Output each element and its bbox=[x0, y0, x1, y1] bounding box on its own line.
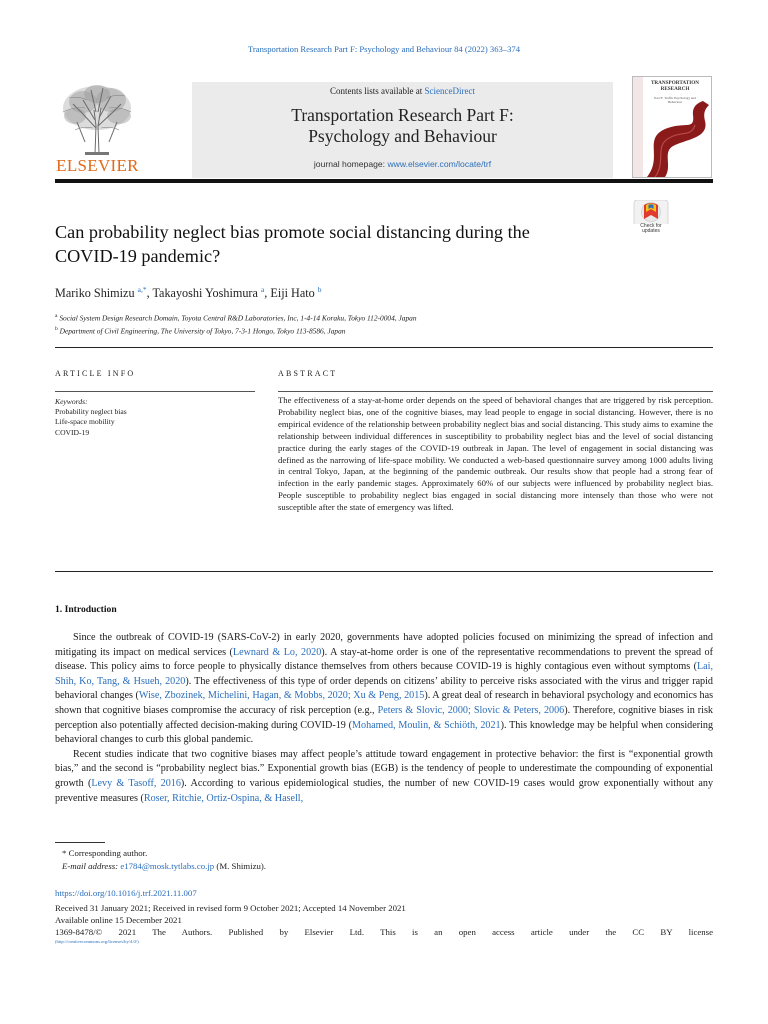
paragraph-text: ). According to various epidemiological studies, the number of new COVID-19 cases would grow exponentially without any preventive measures ( bbox=[55, 777, 714, 804]
journal-masthead bbox=[55, 82, 713, 178]
sciencedirect-link[interactable]: ScienceDirect bbox=[424, 86, 475, 96]
paragraph-text: Recent studies indicate that two cognitive biases may affect people’s attitude toward engagement in protective behavior: the first is “exponential growth bias,” and the second is “probability neglect bias.” Exponential growth bias (EGB) is the tendency of people to underestimate the compounding of exponential growth ( bbox=[55, 748, 713, 789]
citation-link[interactable]: Lewnard & Lo, 2020 bbox=[232, 646, 322, 658]
journal-title[interactable] bbox=[192, 105, 613, 147]
journal-title-line-2: Psychology and Behaviour bbox=[308, 126, 497, 146]
keyword-item: Life-space mobility bbox=[55, 417, 115, 427]
keyword-item: Probability neglect bias bbox=[55, 407, 127, 417]
author-superscript[interactable]: a,* bbox=[137, 285, 147, 294]
check-updates-line-2: updates bbox=[642, 228, 660, 235]
email-link[interactable]: e1784@mosk.tytlabs.co.jp bbox=[120, 861, 215, 872]
citation-link[interactable]: Levy & Tasoff, 2016 bbox=[91, 777, 181, 789]
introduction-heading: 1. Introduction bbox=[55, 604, 117, 615]
contents-line bbox=[192, 86, 613, 96]
check-updates-label bbox=[632, 224, 670, 235]
author-name[interactable]: Takayoshi Yoshimura bbox=[152, 286, 258, 301]
author-name[interactable]: Eiji Hato bbox=[270, 286, 315, 301]
article-title-line-2: COVID-19 pandemic? bbox=[55, 245, 221, 266]
article-title bbox=[55, 221, 615, 268]
available-online: Available online 15 December 2021 bbox=[55, 915, 182, 926]
affiliation-text: Department of Civil Engineering, The University of Tokyo, 7-3-1 Hongo, Tokyo 113-8586, Japan bbox=[59, 326, 346, 336]
received-dates: Received 31 January 2021; Received in revised form 9 October 2021; Accepted 14 November 2021 bbox=[55, 903, 406, 913]
author-superscript[interactable]: b bbox=[317, 285, 322, 294]
affiliation-list bbox=[55, 311, 417, 337]
check-updates-icon bbox=[632, 200, 670, 224]
affiliation-item bbox=[55, 311, 417, 324]
paragraph-text: ). The effectiveness of this type of order depends on citizens’ ability to perceive risks associated with the virus and trigger rapid behavioral changes ( bbox=[55, 675, 713, 702]
keywords-title: Keywords: bbox=[55, 397, 88, 406]
affiliation-text: Social System Design Research Domain, Toyota Central R&D Laboratories, Inc, 1-4-14 Koraku, Tokyo 112-0004, Japan bbox=[59, 313, 417, 323]
footnotes bbox=[55, 847, 713, 874]
cover-subtitle: Part F: Traffic Psychology and Behaviour bbox=[654, 96, 696, 104]
contents-prefix: Contents lists available at bbox=[330, 86, 423, 96]
introduction-paragraph bbox=[55, 631, 713, 748]
article-info-rule bbox=[55, 391, 255, 392]
elsevier-tree-icon bbox=[55, 82, 139, 160]
check-updates-line-1: Check for bbox=[640, 223, 662, 229]
footnote-marker: * bbox=[62, 848, 67, 858]
doi-link[interactable]: https://doi.org/10.1016/j.trf.2021.11.007 bbox=[55, 888, 197, 898]
header-divider bbox=[55, 347, 713, 348]
citation-link[interactable]: Peters & Slovic, 2000; Slovic & Peters, 2006 bbox=[377, 704, 565, 716]
author-superscript[interactable]: a bbox=[260, 285, 265, 294]
paragraph-text: ). Therefore, cognitive biases in risk perception also potentially affected decision-making during COVID-19 ( bbox=[55, 704, 713, 731]
journal-title-box bbox=[192, 82, 613, 178]
journal-title-line-1: Transportation Research Part F: bbox=[291, 105, 514, 125]
homepage-link[interactable]: www.elsevier.com/locate/trf bbox=[387, 159, 492, 169]
license-text: 1369-8478/© 2021 The Authors. Published by Elsevier Ltd. This is an open access article under the CC BY license bbox=[55, 927, 713, 937]
citation-link[interactable]: Roser, Ritchie, Ortiz-Ospina, & Hasell, bbox=[143, 792, 304, 804]
abstract-text: The effectiveness of a stay-at-home order depends on the speed of behavioral changes that are triggered by risk perception. Probability neglect bias, one of the cognitive biases, may lead people to engage in social distancing. However, there is no empirical evidence of the relationship between probability neglect bias and social distancing. This study aims to examine the relationship between individual differences in susceptibility to probability neglect bias and the level of social distancing practice during the early stages of the COVID-19 outbreak in Japan. The level of engagement in social distancing was defined as the narrowing of life-space mobility. We conducted a web-based questionnaire survey among 1000 adults living in central Tokyo, Japan, at the beginning of the pandemic outbreak. Our results show that people had a strong fear of infection in the early pandemic stages. Approximately 60% of our subjects were influenced by probability neglect bias. People susceptible to probability neglect bias engaged in social distancing more intensely than those who were not susceptible after the state of emergency was lifted. bbox=[278, 395, 713, 513]
introduction-paragraph bbox=[55, 748, 713, 806]
cover-title: TRANSPORTATION RESEARCH bbox=[650, 80, 700, 92]
journal-cover-thumbnail[interactable] bbox=[632, 76, 712, 178]
abstract-bottom-rule bbox=[55, 571, 713, 572]
author-list: Mariko Shimizu $^{a,*}$, Takayoshi Yoshimura $^a$, Eiji Hato $^b$ bbox=[55, 285, 322, 301]
license-link[interactable]: (http://creativecommons.org/licenses/by/4.0/). bbox=[55, 939, 140, 944]
author-name[interactable]: Mariko Shimizu bbox=[55, 286, 135, 301]
affiliation-letter: a bbox=[55, 313, 58, 319]
footnote-rule bbox=[55, 842, 105, 843]
abstract-rule bbox=[278, 391, 713, 392]
introduction-body bbox=[55, 631, 713, 806]
homepage-prefix: journal homepage: bbox=[313, 159, 386, 169]
corresponding-author-note bbox=[55, 847, 713, 860]
paragraph-text: ). A stay-at-home order is one of the representative recommendations to prevent the spread of disease. This policy aims to force people to physically distance themselves from others because COVID-19 is highly contagious even without symptoms ( bbox=[55, 646, 713, 673]
article-dates bbox=[55, 902, 713, 926]
citation-link[interactable]: Mohamed, Moulin, & Schiöth, 2021 bbox=[352, 719, 501, 731]
citation-link[interactable]: Lai, Shih, Ko, Tang, & Hsueh, 2020 bbox=[55, 661, 713, 687]
keyword-item: COVID-19 bbox=[55, 427, 90, 437]
email-owner: (M. Shimizu). bbox=[216, 861, 267, 872]
homepage-line bbox=[192, 159, 613, 169]
keywords-block bbox=[55, 397, 255, 438]
paragraph-text: Since the outbreak of COVID-19 (SARS-CoV-2) in early 2020, governments have adopted policies focused on minimizing the spread of infection and mitigating its impact on medical services ( bbox=[55, 632, 713, 658]
abstract-label: ABSTRACT bbox=[278, 369, 338, 378]
elsevier-logo[interactable] bbox=[55, 82, 139, 178]
affiliation-letter: b bbox=[55, 326, 58, 333]
paragraph-text: ). A great deal of research in behavioral psychology and economics has shown that cognitive biases compromise the accuracy of risk perception (e.g., bbox=[55, 690, 714, 716]
masthead-rule bbox=[55, 179, 713, 183]
journal-citation[interactable]: Transportation Research Part F: Psychology and Behaviour 84 (2022) 363–374 bbox=[247, 44, 521, 54]
article-title-line-1: Can probability neglect bias promote social distancing during the bbox=[55, 222, 530, 242]
elsevier-wordmark: ELSEVIER bbox=[56, 156, 139, 175]
affiliation-item bbox=[55, 324, 417, 337]
paragraph-text: ). This knowledge may be helpful when considering behavioral changes to curb this global pandemic. bbox=[55, 719, 714, 746]
check-for-updates-button[interactable] bbox=[632, 200, 670, 240]
citation-link[interactable]: Wise, Zbozinek, Michelini, Hagan, & Mobbs, 2020; Xu & Peng, 2015 bbox=[138, 690, 425, 702]
article-info-label: ARTICLE INFO bbox=[55, 369, 136, 378]
email-label: E-mail address: bbox=[62, 861, 119, 872]
email-note bbox=[55, 860, 713, 873]
footnote-text: Corresponding author. bbox=[68, 848, 148, 858]
